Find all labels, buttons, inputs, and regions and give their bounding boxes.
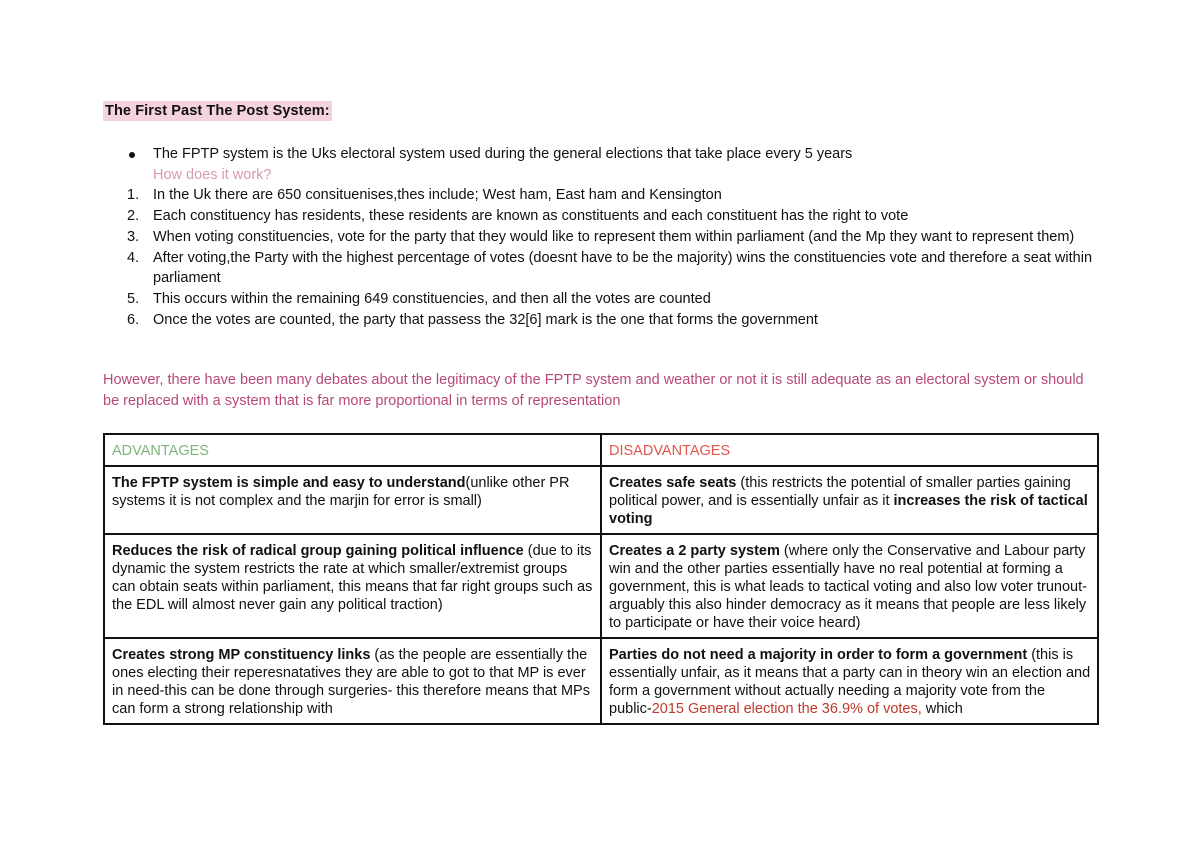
step-text: Once the votes are counted, the party that passess the 32[6] mark is the one that forms the government (153, 311, 818, 328)
table-row (104, 466, 1098, 534)
step-number: 2. (127, 208, 140, 225)
table-header-row (104, 434, 1098, 466)
step-number: 4. (127, 249, 140, 266)
disadvantage-cell (601, 466, 1098, 534)
advantage-point: The FPTP system is simple and easy to understand (112, 475, 466, 491)
table-row (104, 534, 1098, 638)
disadvantage-tail: which (921, 701, 963, 717)
step-number: 1. (127, 187, 140, 204)
step-number: 5. (127, 290, 140, 307)
debate-paragraph: However, there have been many debates about the legitimacy of the FPTP system and weather or not it is still adequate as an electoral system or should be replaced with a system that is far more proportional in terms of representation (103, 372, 1084, 409)
advantage-point: Creates strong MP constituency links (112, 647, 371, 663)
step-text: This occurs within the remaining 649 constituencies, and then all the votes are counted (153, 290, 711, 307)
advantage-cell (104, 534, 601, 638)
intro-list (103, 144, 1099, 330)
advantage-cell (104, 466, 601, 534)
disadvantage-point: Creates safe seats (609, 475, 737, 491)
advantage-point: Reduces the risk of radical group gaining political influence (112, 543, 524, 559)
disadvantage-cell (601, 638, 1098, 724)
bullet-text: The FPTP system is the Uks electoral system used during the general elections that take place every 5 years (153, 146, 853, 162)
advantage-explanation: (unlike other PR systems it is not complex and the marjin for error is small) (112, 475, 570, 509)
bullet-dot-icon (129, 152, 135, 158)
list-item (103, 289, 1099, 310)
list-item (103, 144, 1099, 165)
advantage-cell (104, 638, 601, 724)
step-text: In the Uk there are 650 consituenises,thes include; West ham, East ham and Kensington (153, 187, 722, 204)
steps-list (103, 185, 1099, 330)
disadvantages-header: DISADVANTAGES (601, 434, 1098, 466)
disadvantage-cell (601, 534, 1098, 638)
disadvantage-point: Parties do not need a majority in order to form a government (609, 647, 1028, 663)
list-item (103, 206, 1099, 227)
disadvantage-explanation: (where only the Conservative and Labour party win and the other parties essentially have no real potential at forming a government, this is what leads to tactical voting and also low voter trunout-arguably this also hinder democracy as it means that people are less likely to participate or have their voice heard) (609, 543, 1087, 631)
advantages-header: ADVANTAGES (104, 434, 601, 466)
pros-cons-table (103, 433, 1099, 725)
document-title: The First Past The Post System: (105, 103, 330, 119)
disadvantage-emphasis: increases the risk of tactical voting (609, 493, 1088, 527)
how-it-works-heading: How does it work? (153, 166, 272, 183)
advantage-explanation: (as the people are essentially the ones electing their reperesnatatives they are able to got to that MP is ever in need-this can be done through surgeries- this therefore means that MPs can form a strong relationship with (112, 647, 590, 717)
disadvantage-explanation: (this is essentially unfair, as it means that a party can in theory win an election and form a government without actually needing a majority vote from the public- (609, 647, 1091, 717)
disadvantage-explanation: (this restricts the potential of smaller parties gaining political power, and is essentially unfair as it (609, 475, 1071, 509)
step-text: Each constituency has residents, these residents are known as constituents and each constituent has the right to vote (153, 208, 909, 225)
step-number: 3. (127, 228, 140, 245)
step-number: 6. (127, 311, 140, 328)
list-item (103, 248, 1099, 289)
list-item (103, 185, 1099, 206)
disadvantage-point: Creates a 2 party system (609, 543, 780, 559)
table-row (104, 638, 1098, 724)
step-text: After voting,the Party with the highest percentage of votes (doesnt have to be the majority) wins the constituencies vote and therefore a seat within parliament (153, 249, 1093, 287)
list-item (103, 310, 1099, 331)
advantage-explanation: (due to its dynamic the system restricts the rate at which smaller/extremist groups can obtain seats within parliament, this means that far right groups such as the EDL will almost never gain any political traction) (112, 543, 593, 613)
list-item (103, 227, 1099, 248)
step-text: When voting constituencies, vote for the party that they would like to represent them within parliament (and the Mp they want to represent them) (153, 228, 1075, 245)
election-statistic: 2015 General election the 36.9% of votes, (651, 701, 922, 717)
